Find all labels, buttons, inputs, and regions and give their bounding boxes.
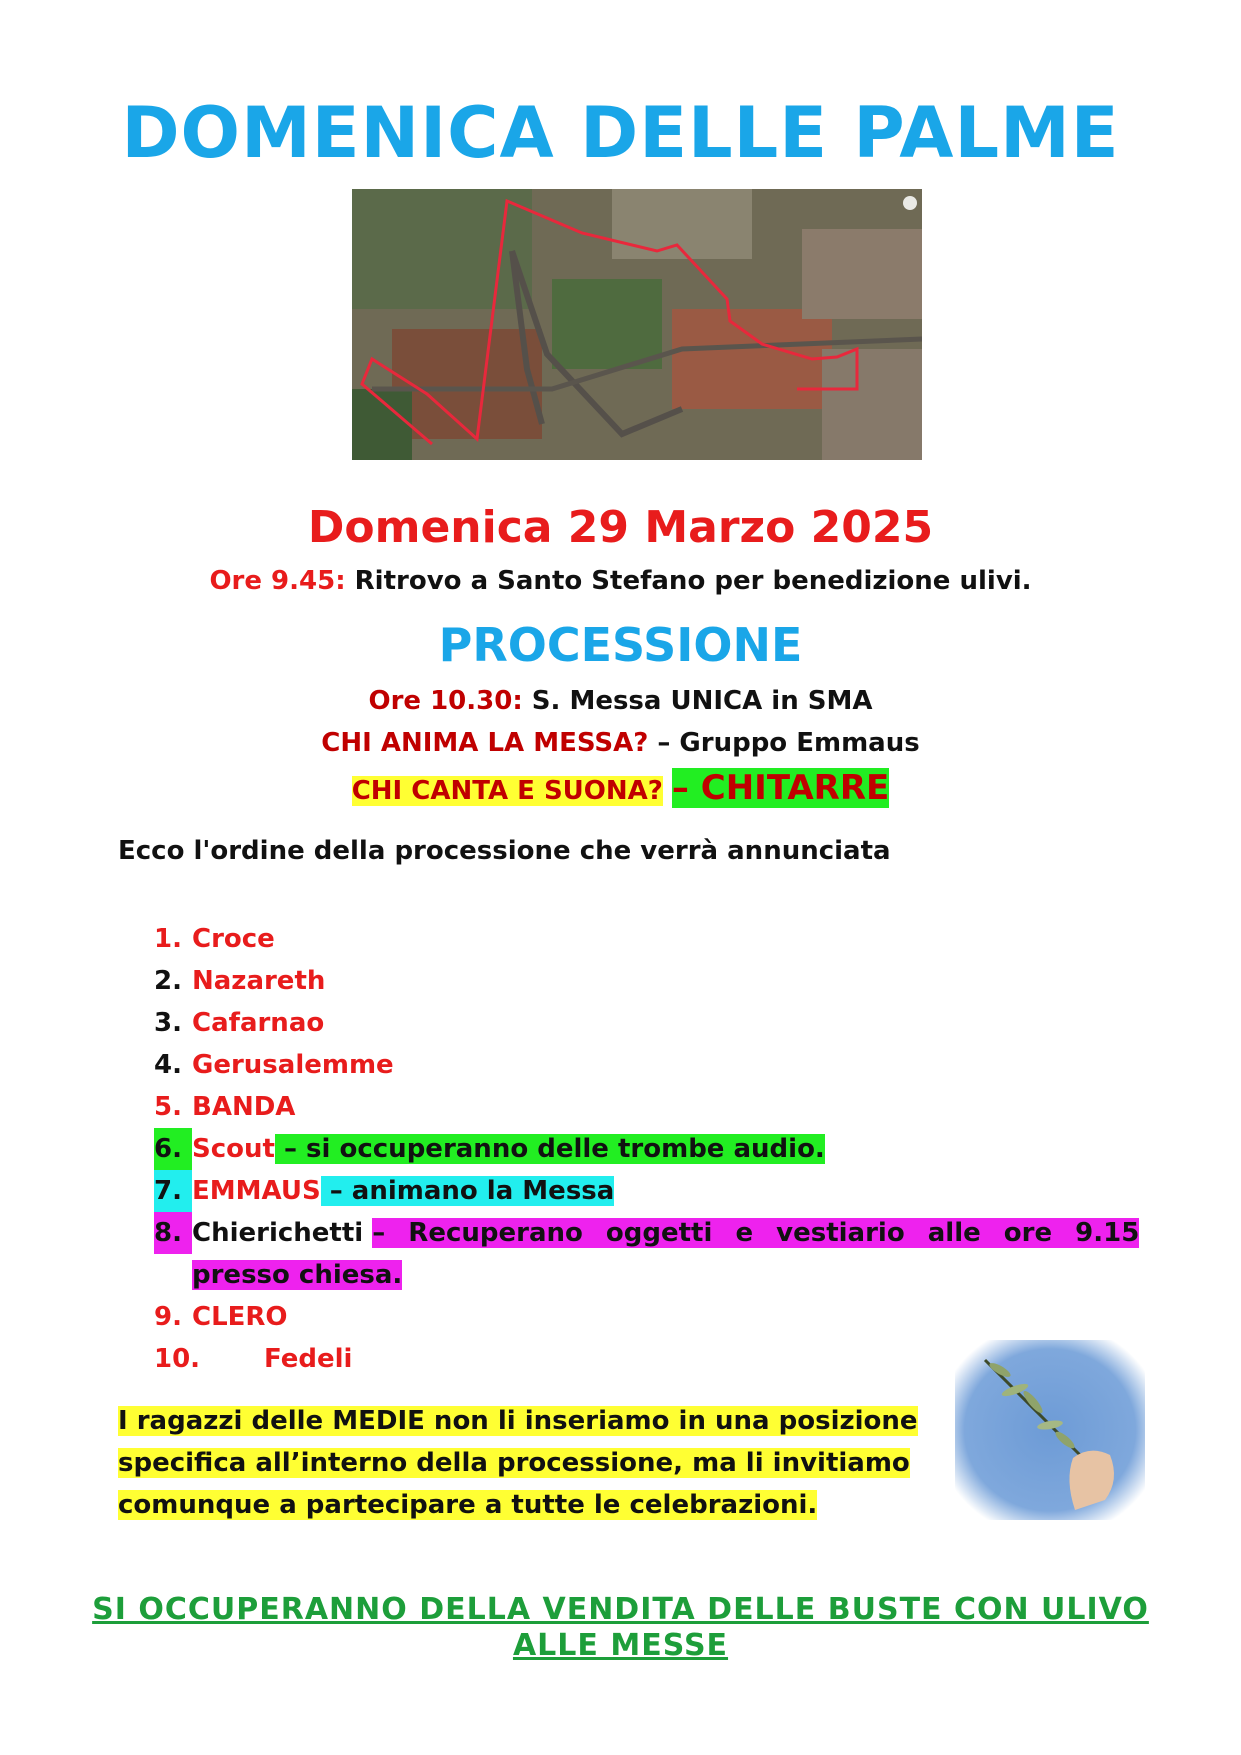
- list-item: 7. EMMAUS – animano la Messa: [154, 1170, 1114, 1212]
- olive-branch-photo: [955, 1340, 1145, 1520]
- anima-question: CHI ANIMA LA MESSA?: [321, 728, 649, 758]
- page-title: DOMENICA DELLE PALME: [121, 92, 1120, 174]
- procession-heading: PROCESSIONE: [438, 618, 803, 672]
- messa-line: [0, 686, 1241, 716]
- olive-branch-image: [955, 1340, 1145, 1520]
- canta-question: CHI CANTA E SUONA?: [351, 776, 663, 806]
- list-item: 6. Scout – si occuperanno delle trombe audio.: [154, 1128, 1114, 1170]
- procession-route-map: [352, 189, 922, 460]
- ritrovo-time: Ore 9.45:: [209, 566, 346, 596]
- canta-line: [0, 768, 1241, 808]
- procession-order-list: [154, 918, 1140, 1380]
- medie-line-1: I ragazzi delle MEDIE non li inseriamo in una posizione: [118, 1406, 918, 1436]
- list-item: 10. Fedeli: [154, 1344, 353, 1374]
- event-date: Domenica 29 Marzo 2025: [307, 502, 934, 553]
- messa-text: S. Messa UNICA in SMA: [522, 686, 873, 716]
- map-image: [352, 189, 922, 460]
- anima-answer: – Gruppo Emmaus: [648, 728, 920, 758]
- list-item-continuation: presso chiesa.: [192, 1260, 403, 1290]
- ritrovo-text: Ritrovo a Santo Stefano per benedizione ulivi.: [345, 566, 1032, 596]
- list-item: 4. Gerusalemme: [154, 1050, 394, 1080]
- ritrovo-line: [0, 566, 1241, 596]
- list-item: 8. Chierichetti – Recuperano oggetti e vestiario alle ore 9.15: [154, 1212, 1114, 1254]
- footer-note: [0, 1592, 1241, 1664]
- list-item: 9. CLERO: [154, 1302, 288, 1332]
- medie-line-2: specifica all’interno della processione, ma li invitiamo: [118, 1448, 910, 1478]
- list-item: 1. Croce: [154, 924, 275, 954]
- canta-answer: – CHITARRE: [671, 768, 890, 808]
- messa-time: Ore 10.30:: [368, 686, 523, 716]
- footer-line-2: ALLE MESSE: [512, 1628, 729, 1663]
- medie-line-3: comunque a partecipare a tutte le celebrazioni.: [118, 1490, 818, 1520]
- medie-note: [118, 1400, 918, 1526]
- list-item: 3. Cafarnao: [154, 1008, 325, 1038]
- anima-line: [0, 728, 1241, 758]
- footer-line-1: SI OCCUPERANNO DELLA VENDITA DELLE BUSTE CON ULIVO: [92, 1592, 1149, 1627]
- order-intro: Ecco l'ordine della processione che verrà annunciata: [118, 836, 891, 866]
- list-item: 2. Nazareth: [154, 966, 326, 996]
- list-item: 5. BANDA: [154, 1092, 296, 1122]
